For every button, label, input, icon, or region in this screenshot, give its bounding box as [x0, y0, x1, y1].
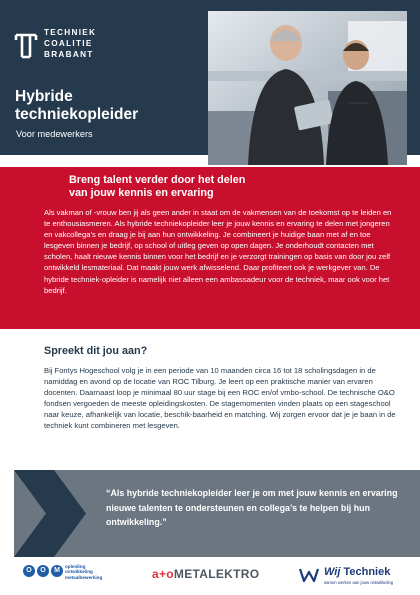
section2-body: Bij Fontys Hogeschool volg je in een periode van 10 maanden circa 16 tot 18 scholingsdagen in de namiddag en avond op de locatie van ROC Tilburg. Je leert op een praktische manier van ervaren docenten. Daarnaast loop je minimaal 80 uur stage bij een ROC en/of vmbo-school. De technische O&O fondsen vergoeden de meeste opleidingskosten. De stagemomenten vinden plaats op een stageschool naar keuze, afhankelijk van locatie, beschik-baarheid en matching. Wij zorgen ervoor dat je je baan in de techniek kunt combineren met lesgeven.: [44, 366, 396, 431]
intro-heading-line-2: van jouw kennis en ervaring: [69, 187, 214, 199]
workshop-photo-illustration: [208, 11, 407, 165]
quote-text: “Als hybride techniekopleider leer je om met jouw kennis en ervaring nieuwe talenten te ondersteunen en collega’s te helpen bij hun ontwikkeling.”: [106, 488, 398, 527]
title-line-1: Hybride: [15, 88, 73, 105]
oom-line-3: metaalbewerking: [65, 574, 103, 580]
metalektro-logo-part: METALEKTRO: [173, 567, 260, 581]
section2-heading: Spreekt dit jou aan?: [44, 345, 148, 357]
oom-line-1: opleiding: [65, 564, 86, 569]
wij-techniek-logo: [298, 563, 408, 589]
page-title: [15, 88, 200, 124]
chevron-decoration-icon: [14, 470, 104, 557]
oom-letter-2: O: [37, 565, 49, 577]
wij-name-2: Techniek: [340, 566, 391, 578]
oom-logo: [23, 563, 133, 589]
ao-metalektro-logo: [152, 567, 259, 581]
ao-logo-part: a+o: [152, 567, 174, 581]
intro-heading-line-1: Breng talent verder door het delen: [69, 174, 246, 186]
tcb-logo-icon: [14, 29, 38, 61]
wij-tagline: samen werken aan jouw ontwikkeling: [324, 580, 394, 585]
wij-name-1: Wij: [324, 566, 341, 578]
logo-line-2: COALITIE: [44, 39, 93, 48]
workshop-photo: [208, 11, 407, 165]
page-subtitle: Voor medewerkers: [16, 129, 93, 139]
wij-techniek-logo-icon: [298, 565, 320, 585]
oom-letter-3: M: [51, 565, 63, 577]
intro-heading: [69, 174, 389, 200]
oom-letter-1: O: [23, 565, 35, 577]
title-line-2: techniekopleider: [15, 106, 139, 123]
techniek-coalitie-brabant-logo: [14, 27, 124, 67]
logo-line-1: TECHNIEK: [44, 28, 97, 37]
logo-line-3: BRABANT: [44, 50, 94, 59]
oom-line-2: ontwikkeling: [65, 569, 93, 575]
intro-body: Als vakman of -vrouw ben jij als geen ander in staat om de vakmensen van de toekomst op te leiden en te enthousiasmeren. Als hybride techniekopleider leer je jouw kennis en ervaring te delen met jongeren en vakcollega’s en draag je bij aan hun ontwikkeling. Je combineert je huidige baan met af en toe lesgeven binnen je bedrijf, op school of uitleg geven op open dagen. Je onderhoudt contacten met scholen, haalt nieuwe kennis binnen voor het bedrijf en je verzorgt trainingen op basis van door jou zelf ontwikkeld lesmateriaal. Dat maakt jouw werk afwisselend. Daar profiteert ook je werkgever van. De hybride techniek-opleider is namelijk niet alleen een ambassadeur voor de techniek, maar ook voor het bedrijf.: [44, 208, 392, 295]
